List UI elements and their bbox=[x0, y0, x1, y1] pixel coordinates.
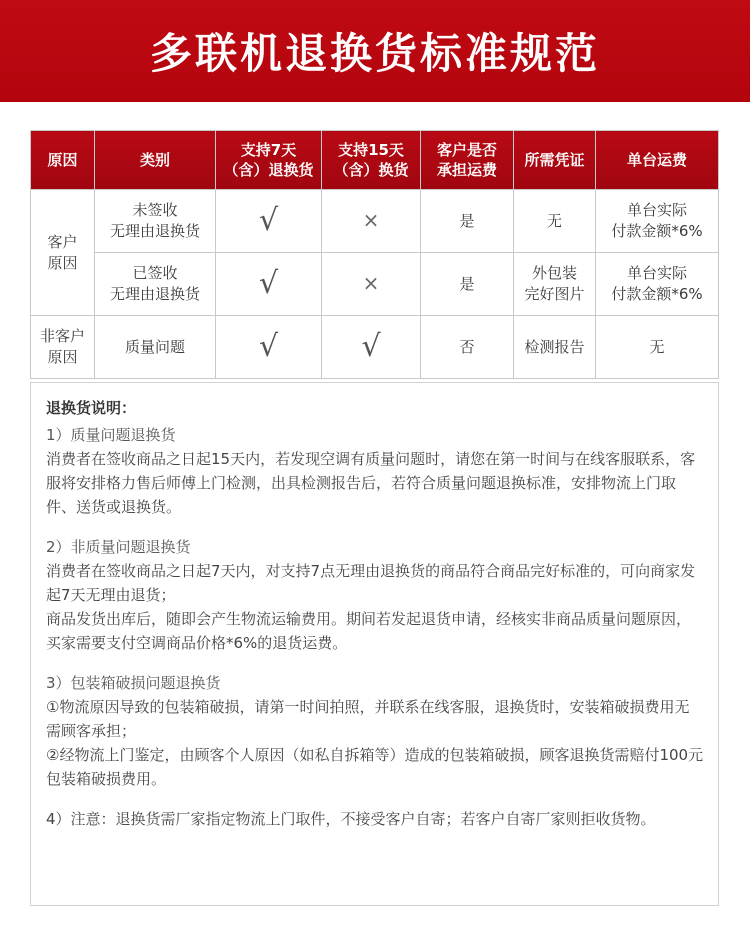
check-icon: √ bbox=[258, 203, 279, 238]
proof-text: 无 bbox=[546, 211, 562, 230]
header-seven-day bbox=[216, 131, 322, 190]
header-seven-day-text: 支持7天 （含）退换货 bbox=[223, 141, 314, 179]
section-text: ②经物流上门鉴定，由顾客个人原因（如私自拆箱等）造成的包装箱破损，顾客退换货需赔付100元包装箱破损费用。 bbox=[46, 746, 704, 788]
header-freight: 单台运费 bbox=[596, 131, 719, 190]
seven-day-cell bbox=[216, 253, 322, 316]
header-fifteen-day-text: 支持15天 （含）换货 bbox=[333, 141, 409, 179]
category-cell bbox=[95, 253, 216, 316]
reason-cell bbox=[31, 190, 95, 316]
notes-section-non-quality bbox=[46, 535, 704, 655]
check-icon: √ bbox=[361, 329, 381, 364]
seven-day-cell bbox=[216, 316, 322, 379]
customer-pays-cell: 否 bbox=[421, 316, 514, 379]
header-category: 类别 bbox=[95, 131, 216, 190]
table-row bbox=[31, 316, 719, 379]
proof-text: 外包装 完好图片 bbox=[524, 264, 585, 303]
freight-cell: 无 bbox=[596, 316, 719, 379]
reason-text: 非客户 原因 bbox=[39, 327, 85, 366]
seven-day-cell bbox=[216, 190, 322, 253]
category-cell: 质量问题 bbox=[95, 316, 216, 379]
return-notes bbox=[30, 382, 719, 906]
category-cell bbox=[95, 190, 216, 253]
page-title: 多联机退换货标准规范 bbox=[149, 29, 600, 78]
section-text: 消费者在签收商品之日起7天内，对支持7点无理由退换货的商品符合商品完好标准的，可向商家发起7天无理由退货； bbox=[46, 562, 696, 604]
check-icon: √ bbox=[258, 329, 279, 364]
freight-cell bbox=[596, 190, 719, 253]
proof-cell bbox=[514, 190, 596, 253]
reason-text: 客户 原因 bbox=[47, 232, 78, 272]
check-icon: √ bbox=[258, 266, 279, 301]
header-customer-pays-text: 客户是否 承担运费 bbox=[436, 141, 497, 179]
table-row bbox=[31, 190, 719, 253]
section-heading: 1）质量问题退换货 bbox=[46, 426, 176, 444]
customer-pays-cell: 是 bbox=[421, 253, 514, 316]
notes-section-packaging bbox=[46, 671, 704, 791]
table-row bbox=[31, 253, 719, 316]
fifteen-day-cell bbox=[322, 253, 421, 316]
header-reason: 原因 bbox=[31, 131, 95, 190]
freight-text: 单台实际 付款金额*6% bbox=[611, 264, 703, 303]
freight-cell bbox=[596, 253, 719, 316]
section-heading: 2）非质量问题退换货 bbox=[46, 538, 191, 556]
title-banner bbox=[0, 0, 750, 102]
section-text: 商品发货出库后，随即会产生物流运输费用。期间若发起退货申请，经核实非商品质量问题原因，买家需要支付空调商品价格*6%的退货运费。 bbox=[46, 610, 692, 652]
return-policy-table bbox=[30, 130, 719, 379]
section-text: ①物流原因导致的包装箱破损，请第一时间拍照，并联系在线客服，退换货时，安装箱破损费用无需顾客承担； bbox=[46, 698, 690, 740]
category-text: 已签收 无理由退换货 bbox=[109, 264, 200, 303]
cross-icon: × bbox=[362, 207, 380, 232]
header-customer-pays bbox=[421, 131, 514, 190]
customer-pays-cell: 是 bbox=[421, 190, 514, 253]
notes-section-quality bbox=[46, 423, 704, 519]
section-heading: 3）包装箱破损问题退换货 bbox=[46, 674, 221, 692]
table-header-row bbox=[31, 131, 719, 190]
fifteen-day-cell bbox=[322, 190, 421, 253]
freight-text: 单台实际 付款金额*6% bbox=[611, 201, 703, 240]
section-text: 消费者在签收商品之日起15天内，若发现空调有质量问题时，请您在第一时间与在线客服联系，客服将安排格力售后师傅上门检测，出具检测报告后，若符合质量问题退换标准，安排物流上门取件、送货或退换货。 bbox=[46, 450, 696, 516]
notes-title: 退换货说明： bbox=[46, 399, 137, 417]
proof-cell bbox=[514, 253, 596, 316]
section-text: 4）注意：退换货需厂家指定物流上门取件，不接受客户自寄；若客户自寄厂家则拒收货物。 bbox=[46, 810, 656, 828]
cross-icon: × bbox=[362, 270, 380, 295]
fifteen-day-cell bbox=[322, 316, 421, 379]
notes-section-attention bbox=[46, 807, 704, 831]
proof-cell: 检测报告 bbox=[514, 316, 596, 379]
category-text: 未签收 无理由退换货 bbox=[109, 201, 200, 240]
header-fifteen-day bbox=[322, 131, 421, 190]
reason-cell bbox=[31, 316, 95, 379]
header-proof: 所需凭证 bbox=[514, 131, 596, 190]
